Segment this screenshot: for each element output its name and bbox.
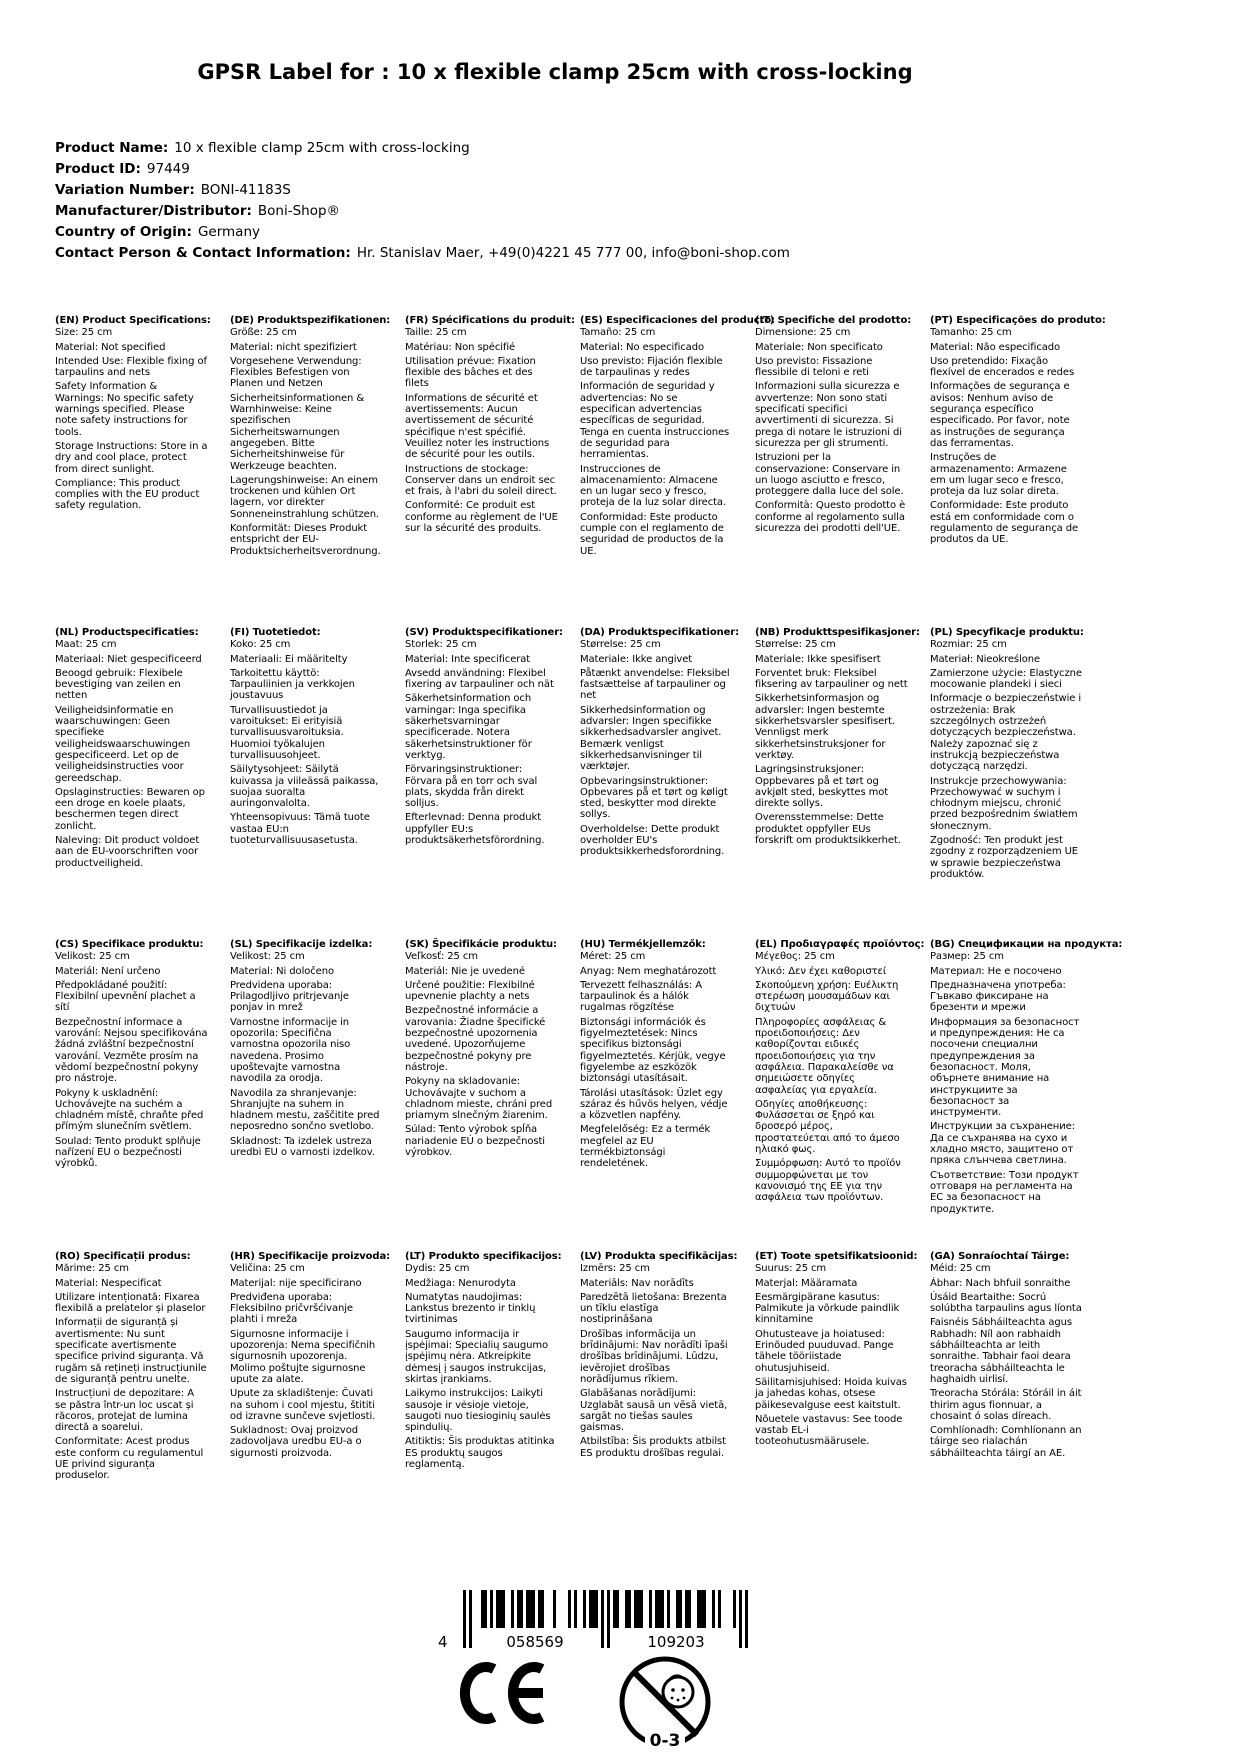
spec-line: Předpokládané použití: Flexibilní upevnění plachet a sítí <box>55 979 196 1014</box>
info-value: Hr. Stanislav Maer, +49(0)4221 45 777 00, info@boni-shop.com <box>356 245 790 261</box>
info-label: Manufacturer/Distributor: <box>55 203 252 219</box>
spec-line: Size: 25 cm <box>55 327 113 339</box>
spec-line: Размер: 25 cm <box>930 951 1004 963</box>
info-value: Boni-Shop® <box>257 203 341 219</box>
spec-line: Určené použitie: Flexibilné upevnenie plachty a nets <box>405 979 535 1003</box>
spec-line: Maat: 25 cm <box>55 639 117 651</box>
spec-line: Megfelelőség: Ez a termék megfelel az EU termékbiztonsági rendeletének. <box>580 1124 711 1170</box>
spec-block-heading: (HU) Termékjellemzők: <box>580 939 706 950</box>
spec-block-heading: (IT) Specifiche del prodotto: <box>755 315 912 326</box>
spec-line: Materiāls: Nav norādīts <box>580 1277 694 1289</box>
spec-block-heading: (ES) Especificaciones del producto: <box>580 315 775 326</box>
spec-block-cs <box>55 939 208 1251</box>
spec-line: Съответствие: Този продукт отговаря на регламента на ЕС за безопасност на продуктите. <box>930 1169 1079 1215</box>
product-info-line <box>55 201 790 222</box>
spec-line: Predviđena uporaba: Fleksibilno pričvršćivanje plahti i mreža <box>230 1291 353 1326</box>
spec-line: Vorgesehene Verwendung: Flexibles Befestigen von Planen und Netzen <box>230 355 362 390</box>
spec-line: Beoogd gebruik: Flexibele bevestiging van zeilen en netten <box>55 667 183 702</box>
spec-line: Glabāšanas norādījumi: Uzglabāt sausā un vēsā vietā, sargāt no tiešas saules gaismas. <box>580 1388 728 1434</box>
spec-line: Informations de sécurité et avertissements: Aucun avertissement de sécurité spécifique n'est spécifié. Veuillez noter les instructions de sécurité pour les outils. <box>405 392 550 461</box>
spec-line: Tamanho: 25 cm <box>930 327 1012 339</box>
spec-line: Súlad: Tento výrobok spĺňa nariadenie EÚ o bezpečnosti výrobkov. <box>405 1124 545 1159</box>
spec-line: Lagringsinstruksjoner: Oppbevares på et tørt og avkjølt sted, beskyttes mot direkte sollys. <box>755 764 889 810</box>
spec-line: Инструкции за съхранение: Да се съхранява на сухо и хладно място, защитено от пряка слънчева светлина. <box>930 1121 1075 1167</box>
spec-block-sv <box>405 627 563 939</box>
spec-line: Paredzētā lietošana: Brezenta un tīklu elastīga nostiprināšana <box>580 1291 727 1326</box>
spec-block-it <box>755 315 912 627</box>
spec-line: Οδηγίες αποθήκευσης: Φυλάσσεται σε ξηρό και δροσερό μέρος, προστατεύεται από το άμεσο ηλιακό φως. <box>755 1098 900 1156</box>
age-range-label: 0-3 <box>649 1731 681 1751</box>
info-value: 10 x flexible clamp 25cm with cross-locking <box>174 140 470 156</box>
spec-block-es <box>580 315 775 627</box>
spec-line: Saugumo informacija ir įspėjimai: Specialių saugumo įspėjimų nėra. Atkreipkite dėmesį į saugos instrukcijas, skirtas įrankiams. <box>405 1328 548 1385</box>
spec-block-sl <box>230 939 383 1251</box>
spec-block-nl <box>55 627 208 939</box>
spec-line: Bezpečnostné informácie a varovania: Žiadne špecifické bezpečnostné upozornenia uvedené. Upozorňujeme bezpečnostné pokyny pre nástroje. <box>405 1005 546 1073</box>
spec-block-heading: (LT) Produkto specifikacijos: <box>405 1251 562 1262</box>
spec-line: Informações de segurança e avisos: Nenhum aviso de segurança específico especificado. Por favor, note as instruções de segurança das ferramentas. <box>930 381 1070 449</box>
spec-block-fi <box>230 627 383 939</box>
spec-line: Naleving: Dit product voldoet aan de EU-voorschriften voor productveiligheid. <box>55 835 200 869</box>
spec-line: Sukladnost: Ovaj proizvod zadovoljava uredbu EU-a o sigurnosti proizvoda. <box>230 1425 362 1459</box>
spec-block-heading: (FR) Spécifications du produit: <box>405 315 575 326</box>
spec-block-heading: (EL) Προδιαγραφές προϊόντος: <box>755 939 925 950</box>
spec-line: Tamaño: 25 cm <box>580 327 656 339</box>
spec-line: Skladnost: Ta izdelek ustreza uredbi EU o varnosti izdelkov. <box>230 1135 375 1159</box>
spec-line: Instruções de armazenamento: Armazene em um lugar seco e fresco, proteja da luz solar direta. <box>930 452 1067 498</box>
spec-line: Sikkerhedsinformation og advarsler: Ingen specifikke sikkerhedsadvarsler angivet. Bemærk venligst sikkerhedsanvisninger til værktøjer. <box>580 704 722 773</box>
spec-block-lt <box>405 1251 562 1563</box>
spec-line: Zgodność: Ten produkt jest zgodny z rozporządzeniem UE w sprawie bezpieczeństwa produktów. <box>930 835 1079 880</box>
spec-line: Zamierzone użycie: Elastyczne mocowanie plandeki i sieci <box>930 667 1082 691</box>
product-info-line <box>55 243 790 264</box>
spec-line: Størrelse: 25 cm <box>580 639 661 651</box>
spec-line: Laikymo instrukcijos: Laikyti sausoje ir vėsioje vietoje, saugoti nuo tiesioginių saulės spindulių. <box>405 1388 551 1434</box>
spec-block-hu <box>580 939 733 1251</box>
spec-line: Overensstemmelse: Dette produktet oppfyller EUs forskrift om produktsikkerhet. <box>755 812 901 847</box>
spec-line: Dydis: 25 cm <box>405 1263 470 1275</box>
barcode-digits-right: 109203 <box>647 1633 705 1651</box>
spec-line: Informacje o bezpieczeństwie i ostrzeżenia: Brak szczególnych ostrzeżeń dotyczących bezpieczeństwa. Należy zapoznać się z instrukcją bezpieczeństwa dotyczącą narzędzi. <box>930 693 1082 773</box>
spec-block-heading: (HR) Specifikacije proizvoda: <box>230 1251 391 1262</box>
spec-line: Sigurnosne informacije i upozorenja: Nema specifičnih sigurnosnih upozorenja. Molimo poštujte sigurnosne upute za alate. <box>230 1328 376 1385</box>
spec-line: Storage Instructions: Store in a dry and cool place, protect from direct sunlight. <box>55 440 208 475</box>
spec-line: Compliance: This product complies with the EU product safety regulation. <box>55 477 200 512</box>
info-label: Variation Number: <box>55 182 195 198</box>
spec-line: Treoracha Stórála: Stóráil in áit thirim agus fionnuar, a chosaint ó solas díreach. <box>930 1388 1082 1422</box>
spec-line: Úsáid Beartaithe: Socrú solúbtha tarpaulins agus líonta <box>930 1291 1082 1315</box>
spec-line: Información de seguridad y advertencias: No se especifican advertencias específicas de seguridad. Tenga en cuenta instrucciones de seguridad para herramientas. <box>580 381 730 461</box>
spec-line: Upute za skladištenje: Čuvati na suhom i cool mjestu, štititi od izravne sunčeve svjetlosti. <box>230 1388 376 1422</box>
spec-line: Säkerhetsinformation och varningar: Inga specifika säkerhetsvarningar specificerade. Notera säkerhetsinstruktioner för verktyg. <box>405 693 532 761</box>
spec-line: Σκοπούμενη χρήση: Ευέλικτη στερέωση μουσαμάδων και διχτυών <box>755 979 899 1014</box>
spec-line: Material: nicht spezifiziert <box>230 341 357 353</box>
spec-line: Méret: 25 cm <box>580 951 646 963</box>
spec-block-pt <box>930 315 1106 627</box>
spec-line: Veľkosť: 25 cm <box>405 951 478 963</box>
spec-line: Anyag: Nem meghatározott <box>580 965 717 977</box>
product-info-line <box>55 222 790 243</box>
spec-line: Instrucțiuni de depozitare: A se păstra într-un loc uscat și răcoros, protejat de lumina directă a soarelui. <box>55 1388 194 1434</box>
spec-line: Materijal: nije specificirano <box>230 1277 362 1289</box>
spec-line: Conformidade: Este produto está em conformidade com o regulamento de segurança de produtos da UE. <box>930 500 1078 546</box>
spec-line: Materiale: Non specificato <box>755 341 883 353</box>
spec-block-hr <box>230 1251 391 1563</box>
spec-block-heading: (GA) Sonraíochtaí Táirge: <box>930 1251 1070 1262</box>
spec-block-lv <box>580 1251 738 1563</box>
spec-line: Conformité: Ce produit est conforme au règlement de l'UE sur la sécurité des produits. <box>405 500 558 535</box>
spec-block-en <box>55 315 211 627</box>
spec-line: Opbevaringsinstruktioner: Opbevares på et tørt og køligt sted, beskytter mod direkte sollys. <box>580 775 728 821</box>
spec-line: Atbilstība: Šis produkts atbilst ES produktu drošības regulai. <box>580 1436 726 1459</box>
barcode-digits-left: 058569 <box>506 1633 564 1651</box>
spec-block-pl <box>930 627 1083 939</box>
spec-block-heading: (PT) Especificações do produto: <box>930 315 1106 326</box>
spec-line: Eesmärgipärane kasutus: Palmikute ja võrkude paindlik kinnitamine <box>755 1291 900 1326</box>
spec-line: Materiaal: Niet gespecificeerd <box>55 653 202 665</box>
spec-line: Materiál: Nie je uvedené <box>405 965 525 977</box>
spec-block-heading: (ET) Toote spetsifikatsioonid: <box>755 1251 918 1262</box>
spec-line: Konformität: Dieses Produkt entspricht der EU-Produktsicherheitsverordnung. <box>230 523 381 557</box>
info-label: Product ID: <box>55 161 141 177</box>
spec-line: Påtænkt anvendelse: Fleksibel fastsættelse af tarpauliner og net <box>580 667 730 702</box>
spec-line: Matériau: Non spécifié <box>405 341 516 353</box>
spec-line: Safety Information & Warnings: No specific safety warnings specified. Please note safety instructions for tools. <box>55 381 194 438</box>
spec-line: Faisnéis Sábháilteachta agus Rabhadh: Níl aon rabhaidh sábháilteachta ar leith sonraithe. Tabhair faoi deara treoracha sábháilteachta le haghaidh uirlisí. <box>930 1317 1072 1385</box>
spec-line: Atitiktis: Šis produktas atitinka ES produktų saugos reglamentą. <box>405 1436 555 1471</box>
spec-line: Pokyny na skladovanie: Uchovávajte v suchom a chladnom mieste, chráni pred priamym slnečným žiarenim. <box>405 1076 553 1122</box>
spec-line: Varnostne informacije in opozorila: Specifična varnostna opozorila niso navedena. Prosimo upoštevajte varnostna navodila za orodja. <box>230 1016 351 1085</box>
spec-line: Soulad: Tento produkt splňuje nařízení EU o bezpečnosti výrobků. <box>55 1135 201 1170</box>
spec-block-nb <box>755 627 920 939</box>
spec-block-heading: (PL) Specyfikacje produktu: <box>930 627 1084 638</box>
spec-line: Größe: 25 cm <box>230 327 297 339</box>
spec-block-heading: (BG) Спецификации на продукта: <box>930 939 1123 950</box>
spec-line: Biztonsági információk és figyelmeztetések: Nincs specifikus biztonsági figyelmeztetés. Kérjük, vegye figyelembe az eszközök biztonsági utasításait. <box>580 1016 726 1085</box>
spec-line: Uso previsto: Fissazione flessibile di teloni e reti <box>755 355 873 379</box>
spec-line: Instructions de stockage: Conserver dans un endroit sec et frais, à l'abri du soleil direct. <box>405 463 557 498</box>
info-value: 97449 <box>146 161 190 177</box>
spec-line: Ábhar: Nach bhfuil sonraithe <box>930 1277 1071 1289</box>
spec-block-heading: (NB) Produkttspesifikasjoner: <box>755 627 920 638</box>
spec-line: Drošības informācija un brīdinājumi: Nav norādīti īpaši drošības brīdinājumi. Lūdzu, ievērojiet drošības norādījumus rīkiem. <box>580 1328 728 1385</box>
spec-block-da <box>580 627 740 939</box>
spec-line: Tarkoitettu käyttö: Tarpauliinien ja verkkojen joustavuus <box>230 667 355 702</box>
spec-line: Méid: 25 cm <box>930 1263 991 1275</box>
spec-grid <box>55 315 1123 1563</box>
spec-line: Predvidena uporaba: Prilagodljivo pritrjevanje ponjav in mrež <box>230 979 349 1014</box>
spec-line: Utilizare intenționată: Fixarea flexibilă a prelatelor și plaselor <box>55 1291 206 1315</box>
info-label: Product Name: <box>55 140 169 156</box>
spec-line: Instrucciones de almacenamiento: Almacene en un lugar seco y fresco, proteja de la luz solar directa. <box>580 463 727 509</box>
spec-line: Conformidad: Este producto cumple con el reglamento de seguridad de productos de la UE. <box>580 511 724 557</box>
spec-line: Συμμόρφωση: Αυτό το προϊόν συμμορφώνεται με τον κανονισμό της ΕΕ για την ασφάλεια των προϊόντων. <box>755 1158 901 1204</box>
spec-line: Medžiaga: Nenurodyta <box>405 1277 516 1289</box>
spec-line: Υλικό: Δεν έχει καθοριστεί <box>755 965 887 977</box>
spec-line: Koko: 25 cm <box>230 639 291 651</box>
spec-line: Intended Use: Flexible fixing of tarpaulins and nets <box>55 355 207 379</box>
spec-line: Størrelse: 25 cm <box>755 639 836 651</box>
spec-line: Yhteensopivuus: Tämä tuote vastaa EU:n tuoteturvallisuusasetusta. <box>230 812 370 847</box>
product-info <box>55 138 790 264</box>
spec-block-heading: (DE) Produktspezifikationen: <box>230 315 391 326</box>
spec-line: Materiaali: Ei määritelty <box>230 653 348 665</box>
spec-line: Μέγεθος: 25 cm <box>755 951 835 963</box>
age-warning-0-3-icon <box>616 1653 714 1751</box>
spec-line: Nõuetele vastavus: See toode vastab EL-i tooteohutusmäärusele. <box>755 1413 903 1448</box>
spec-line: Pokyny k uskladnění: Uchovávejte na suchém a chladném místě, chraňte před přímým slunečním světlem. <box>55 1087 204 1133</box>
ce-mark-icon <box>455 1661 547 1725</box>
spec-line: Uso previsto: Fijación flexible de tarpaulinas y redes <box>580 355 723 379</box>
spec-block-heading: (SK) Špecifikácie produktu: <box>405 939 557 950</box>
spec-block-el <box>755 939 925 1251</box>
spec-line: Mărime: 25 cm <box>55 1263 129 1275</box>
spec-line: Forventet bruk: Fleksibel fiksering av tarpauliner og nett <box>755 667 908 691</box>
spec-line: Opslaginstructies: Bewaren op een droge en koele plaats, beschermen tegen direct zonlicht. <box>55 786 205 832</box>
spec-line: Material: Ni določeno <box>230 965 334 977</box>
spec-line: Overholdelse: Dette produkt overholder EU's produktsikkerhedsforordning. <box>580 823 725 858</box>
spec-line: Tárolási utasítások: Üzlet egy száraz és hűvös helyen, védje a közvetlen napfény. <box>580 1087 728 1122</box>
spec-line: Velikost: 25 cm <box>230 951 305 963</box>
spec-line: Conformità: Questo prodotto è conforme al regolamento sulla sicurezza dei prodotti dell'UE. <box>755 500 906 535</box>
info-value: BONI-41183S <box>200 182 291 198</box>
spec-block-bg <box>930 939 1123 1251</box>
spec-line: Turvallisuustiedot ja varoitukset: Ei erityisiä turvallisuusvaroituksia. Huomioi työkalujen turvallisuusohjeet. <box>230 704 344 761</box>
spec-line: Πληροφορίες ασφάλειας & προειδοποιήσεις: Δεν καθορίζονται ειδικές προειδοποιήσεις για την ασφάλεια. Παρακαλείσθε να σημειώσετε οδηγίες ασφαλείας για εργαλεία. <box>755 1016 894 1096</box>
spec-block-de <box>230 315 391 627</box>
spec-line: Taille: 25 cm <box>405 327 467 339</box>
spec-line: Material: Inte specificerat <box>405 653 531 665</box>
spec-block-heading: (FI) Tuotetiedot: <box>230 627 321 638</box>
spec-line: Informații de siguranță și avertismente: Nu sunt specificate avertismente specifice privind siguranța. Vă rugăm să rețineți instrucțiunile de siguranță pentru unelte. <box>55 1317 207 1385</box>
spec-line: Sicherheitsinformationen & Warnhinweise: Keine spezifischen Sicherheitswarnungen angegeben. Bitte Sicherheitshinweise für Werkzeuge beachten. <box>230 392 365 472</box>
spec-block-heading: (RO) Specificații produs: <box>55 1251 191 1262</box>
spec-line: Istruzioni per la conservazione: Conservare in un luogo asciutto e fresco, proteggere dalla luce del sole. <box>755 452 904 498</box>
spec-line: Förvaringsinstruktioner: Förvara på en torr och sval plats, skydda från direkt solljus. <box>405 764 538 810</box>
spec-line: Uso pretendido: Fixação flexível de encerados e redes <box>930 355 1075 379</box>
spec-line: Информация за безопасност и предупреждения: Не са посочени специални предупреждения за безопасност. Моля, обърнете внимание на инструкциите за безопасност за инструменти. <box>930 1016 1080 1119</box>
spec-line: Materjal: Määramata <box>755 1277 858 1289</box>
product-info-line <box>55 138 790 159</box>
spec-line: Lagerungshinweise: An einem trockenen und kühlen Ort lagern, vor direkter Sonneneinstrahlung schützen. <box>230 474 380 520</box>
spec-line: Material: Not specified <box>55 341 166 353</box>
spec-line: Material: No especificado <box>580 341 704 353</box>
info-label: Country of Origin: <box>55 224 192 240</box>
spec-line: Material: Não especificado <box>930 341 1061 353</box>
spec-line: Предназначена употреба: Гъвкаво фиксиране на брезенти и мрежи <box>930 979 1066 1014</box>
spec-line: Navodila za shranjevanje: Shranjujte na suhem in hladnem mestu, zaščitite pred neposredno sončno svetlobo. <box>230 1087 380 1133</box>
spec-line: Utilisation prévue: Fixation flexible des bâches et des filets <box>405 355 536 390</box>
spec-block-ro <box>55 1251 208 1563</box>
spec-line: Comhlíonadh: Comhlíonann an táirge seo rialachán sábháilteachta táirgí an AE. <box>930 1425 1082 1459</box>
spec-block-heading: (DA) Produktspecifikationer: <box>580 627 740 638</box>
spec-line: Storlek: 25 cm <box>405 639 477 651</box>
spec-line: Instrukcje przechowywania: Przechowywać w suchym i chłodnym miejscu, chronić przed bezpośrednim światłem słonecznym. <box>930 775 1078 832</box>
spec-block-heading: (CS) Specifikace produktu: <box>55 939 204 950</box>
page-title: GPSR Label for : 10 x flexible clamp 25cm with cross-locking <box>197 60 913 84</box>
spec-line: Numatytas naudojimas: Lankstus brezento ir tinklų tvirtinimas <box>405 1291 536 1326</box>
spec-line: Dimensione: 25 cm <box>755 327 851 339</box>
spec-line: Veiligheidsinformatie en waarschuwingen: Geen specifieke veiligheidswaarschuwingen gespecificeerd. Let op de veiligheidsinstructies voor gereedschap. <box>55 704 191 784</box>
barcode-prefix-digit: 4 <box>438 1633 448 1651</box>
spec-line: Materiał: Nieokreślone <box>930 653 1040 665</box>
spec-line: Material: Nespecificat <box>55 1277 162 1289</box>
spec-block-ga <box>930 1251 1083 1563</box>
spec-block-heading: (EN) Product Specifications: <box>55 315 211 326</box>
spec-line: Ohutusteave ja hoiatused: Erinõuded puuduvad. Pange tähele tööriistade ohutusjuhiseid. <box>755 1328 894 1374</box>
spec-block-et <box>755 1251 918 1563</box>
info-value: Germany <box>197 224 260 240</box>
spec-line: Materiale: Ikke spesifisert <box>755 653 881 665</box>
spec-line: Bezpečnostní informace a varování: Nejsou specifikována žádná zvláštní bezpečnostní varování. Vezměte prosím na vědomí bezpečnostní pokyny pro nástroje. <box>55 1016 208 1085</box>
baby-face-icon <box>663 1676 693 1707</box>
spec-line: Efterlevnad: Denna produkt uppfyller EU:s produktsäkerhetsförordning. <box>405 812 545 847</box>
spec-block-heading: (SV) Produktspecifikationer: <box>405 627 563 638</box>
spec-block-fr <box>405 315 575 627</box>
spec-line: Informazioni sulla sicurezza e avvertenze: Non sono stati specificati specifici avvertimenti di sicurezza. Si prega di notare le istruzioni di sicurezza per gli strumenti. <box>755 381 902 449</box>
spec-line: Rozmiar: 25 cm <box>930 639 1007 651</box>
spec-line: Veličina: 25 cm <box>230 1263 305 1275</box>
spec-block-heading: (LV) Produkta specifikācijas: <box>580 1251 738 1262</box>
product-info-line <box>55 180 790 201</box>
ean-barcode <box>430 1590 760 1654</box>
spec-line: Izmērs: 25 cm <box>580 1263 650 1275</box>
info-label: Contact Person & Contact Information: <box>55 245 351 261</box>
spec-line: Tervezett felhasználás: A tarpaulinok és a hálók rugalmas rögzítése <box>580 979 703 1014</box>
spec-line: Velikost: 25 cm <box>55 951 130 963</box>
spec-line: Säilytysohjeet: Säilytä kuivassa ja viileässä paikassa, suojaa suoralta auringonvalolta. <box>230 764 379 810</box>
spec-line: Sikkerhetsinformasjon og advarsler: Ingen bestemte sikkerhetsvarsler spesifisert. Vennligst merk sikkerhetsinstruksjoner for verktøy. <box>755 693 896 761</box>
product-info-line <box>55 159 790 180</box>
spec-line: Materiál: Není určeno <box>55 965 161 977</box>
spec-line: Materiale: Ikke angivet <box>580 653 693 665</box>
spec-block-heading: (NL) Productspecificaties: <box>55 627 199 638</box>
spec-line: Материал: Не е посочено <box>930 965 1062 977</box>
spec-line: Conformitate: Acest produs este conform cu regulamentul UE privind siguranța produselor. <box>55 1436 204 1482</box>
spec-line: Säilitamisjuhised: Hoida kuivas ja jahedas kohas, otsese päikesevalguse eest kaitstult. <box>755 1376 907 1411</box>
spec-line: Suurus: 25 cm <box>755 1263 827 1275</box>
spec-line: Avsedd användning: Flexibel fixering av tarpauliner och nät <box>405 667 554 691</box>
spec-block-heading: (SL) Specifikacije izdelka: <box>230 939 373 950</box>
spec-block-sk <box>405 939 558 1251</box>
